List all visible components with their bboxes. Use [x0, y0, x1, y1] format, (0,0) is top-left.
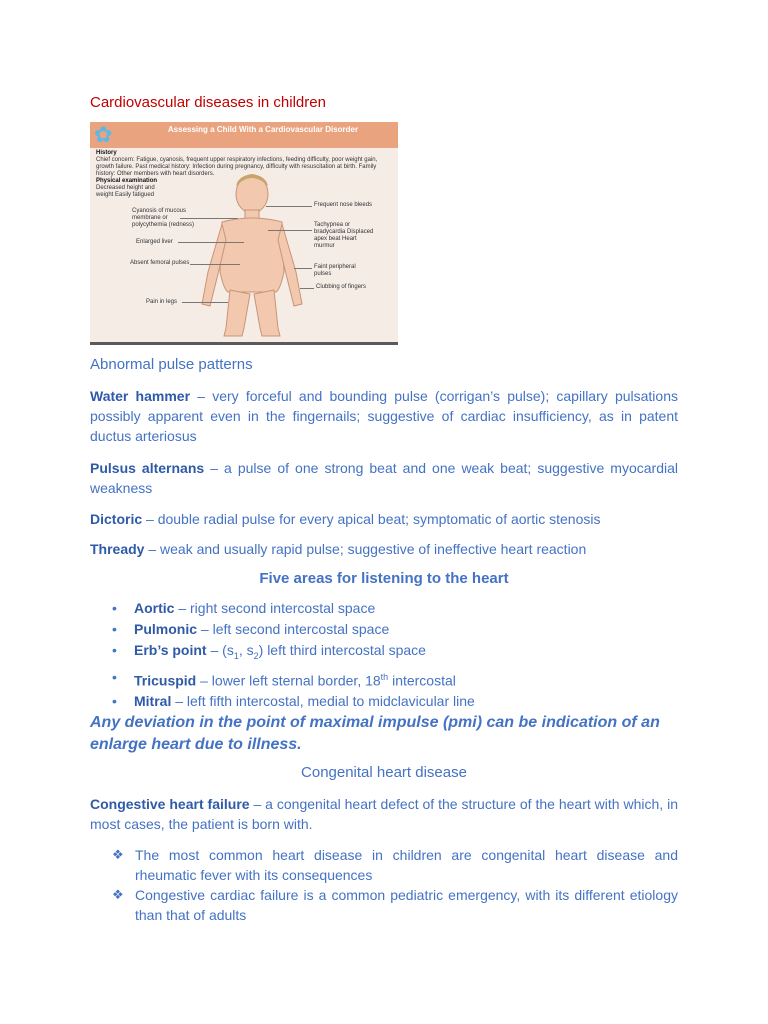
list-item	[112, 885, 678, 925]
note-ccf-emergency: Congestive cardiac failure is a common pediatric emergency, with its different etiology than that of adults	[135, 887, 678, 923]
butterfly-logo-icon: ✿	[94, 122, 113, 147]
term-thready: Thready	[90, 541, 145, 557]
sup-th: th	[380, 671, 389, 682]
sub-s2: 2	[253, 650, 259, 661]
desc-pulmonic: – left second intercostal space	[197, 621, 390, 637]
history-heading: History	[96, 150, 117, 156]
label-pain-legs: Pain in legs	[146, 299, 178, 305]
list-item	[112, 691, 672, 712]
label-femoral-pulses: Absent femoral pulses	[130, 260, 190, 266]
label-cyanosis: Cyanosis of mucous membrane or polycythemia (redness)	[132, 208, 195, 228]
bullet-icon: •	[112, 621, 117, 637]
desc-pulsus-alternans: – a pulse of one strong beat and one weak beat; suggestive myocardial weakness	[90, 460, 678, 496]
list-item	[112, 619, 672, 640]
desc-dictoric: – double radial pulse for every apical beat; symptomatic of aortic stenosis	[142, 511, 601, 527]
term-aortic: Aortic	[134, 600, 175, 616]
diamond-bullet-icon: ❖	[112, 887, 124, 902]
congenital-heading: Congenital heart disease	[301, 764, 467, 781]
assessment-illustration	[90, 122, 398, 345]
document-title: Cardiovascular diseases in children	[90, 94, 326, 111]
pulse-pulsus-alternans	[90, 458, 678, 498]
listening-areas-list	[112, 598, 672, 712]
label-clubbing: Clubbing of fingers	[316, 284, 367, 290]
list-item	[112, 598, 672, 619]
bullet-icon: •	[112, 642, 117, 658]
list-item	[112, 845, 678, 885]
history-text: Chief concern: Fatigue, cyanosis, frequent upper respiratory infections, feeding difficulty, poor weight gain, growth failure. Past medical history: Infection during pregnancy, difficulty with resuscitation at birth. Family history: Other members with heart disorders.	[96, 157, 378, 177]
label-nose-bleeds: Frequent nose bleeds	[314, 202, 373, 208]
desc-erbs-sep: , s	[238, 642, 254, 658]
desc-erbs-post: ) left third intercostal space	[258, 642, 426, 658]
term-mitral: Mitral	[134, 693, 172, 710]
desc-water-hammer: – very forceful and bounding pulse (corrigan’s pulse); capillary pulsations possibly apparent even in the fingernails; suggestive of cardiac insufficiency, as in patent ductus arteriosus	[90, 388, 678, 444]
term-dictoric: Dictoric	[90, 511, 143, 527]
label-peripheral-pulses: Faint peripheral pulses	[314, 264, 356, 277]
desc-tricuspid-pre: – lower left sternal border, 18	[196, 672, 381, 689]
term-pulsus-alternans: Pulsus alternans	[90, 460, 205, 476]
label-tachypnea: Tachypnea or bradycardia Displaced apex beat Heart murmur	[314, 222, 374, 249]
desc-erbs-pre: – (s	[206, 642, 234, 658]
term-pulmonic: Pulmonic	[134, 621, 198, 637]
desc-tricuspid-post: intercostal	[388, 672, 456, 689]
bullet-icon: •	[112, 668, 117, 685]
note-common-disease: The most common heart disease in children are congenital heart disease and rheumatic fever with its consequences	[135, 847, 678, 883]
chf-definition	[90, 794, 678, 834]
label-enlarged-liver: Enlarged liver	[136, 239, 173, 245]
pulse-patterns-heading: Abnormal pulse patterns	[90, 356, 253, 373]
bullet-icon: •	[112, 600, 117, 616]
desc-chf: – a congenital heart defect of the structure of the heart with which, in most cases, the patient is born with.	[90, 796, 678, 832]
term-erbs-point: Erb’s point	[134, 642, 207, 658]
pulse-dictoric	[90, 509, 678, 529]
desc-thready: – weak and usually rapid pulse; suggestive of ineffective heart reaction	[144, 541, 587, 557]
illustration-banner-title: Assessing a Child With a Cardiovascular Disorder	[167, 125, 359, 134]
exam-heading: Physical examination	[96, 178, 158, 184]
list-item	[112, 640, 672, 667]
term-water-hammer: Water hammer	[90, 388, 191, 404]
congenital-notes-list	[112, 845, 678, 925]
sub-s1: 1	[233, 650, 239, 661]
listening-areas-heading: Five areas for listening to the heart	[259, 570, 509, 587]
bullet-icon: •	[112, 693, 117, 710]
pulse-thready	[90, 539, 678, 559]
term-chf: Congestive heart failure	[90, 796, 250, 812]
desc-aortic: – right second intercostal space	[174, 600, 376, 616]
term-tricuspid: Tricuspid	[134, 672, 197, 689]
pmi-emphasis: Any deviation in the point of maximal impulse (pmi) can be indication of an enlarge heart due to illness.	[90, 714, 660, 753]
diamond-bullet-icon: ❖	[112, 847, 124, 862]
pulse-water-hammer	[90, 386, 678, 446]
exam-text: Decreased height and weight Easily fatigued	[96, 185, 155, 198]
desc-mitral: – left fifth intercostal, medial to midclavicular line	[171, 693, 475, 710]
list-item	[112, 667, 672, 692]
